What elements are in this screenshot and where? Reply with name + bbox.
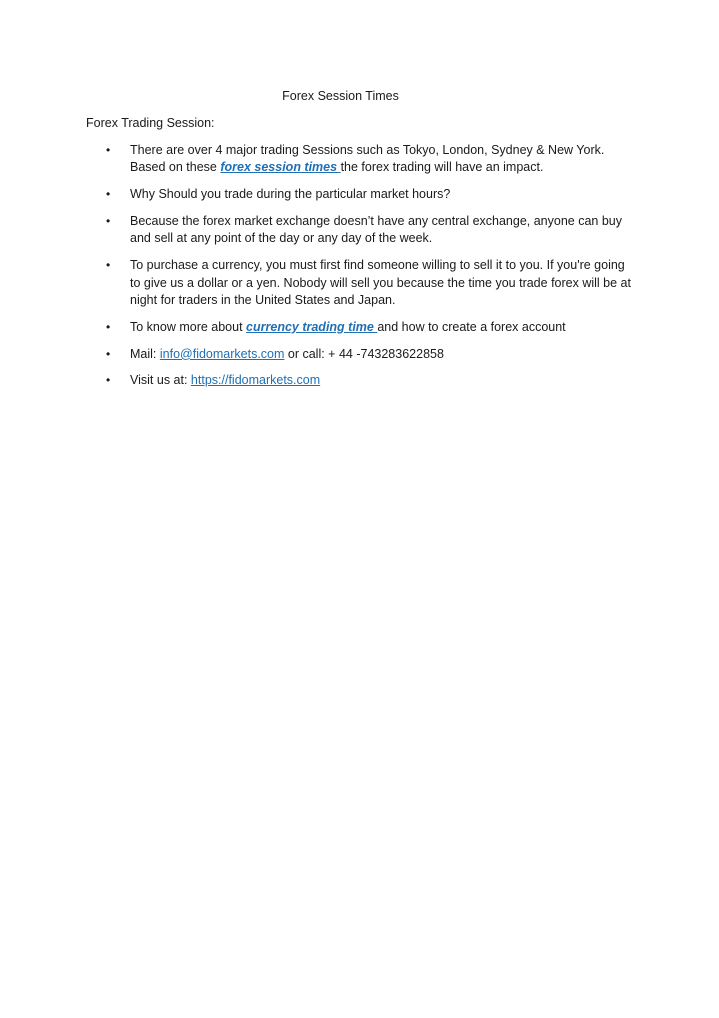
bullet-list <box>0 142 719 399</box>
bullet-icon: • <box>106 258 111 273</box>
list-item-text: Because the forex market exchange doesn’t have any central exchange, anyone can buy and sell at any point of the day or any day of the week. <box>130 214 622 246</box>
list-item-text: the forex trading will have an impact. <box>340 160 544 175</box>
list-item <box>0 346 719 363</box>
list-item <box>0 319 719 336</box>
bullet-icon: • <box>106 214 111 228</box>
document-title: Forex Session Times <box>282 89 399 103</box>
list-item-text: and how to create a forex account <box>377 319 566 334</box>
bullet-icon: • <box>106 373 111 388</box>
list-item-text: Why Should you trade during the particular market hours? <box>130 187 451 202</box>
website-link[interactable]: https://fidomarkets.com <box>190 373 321 388</box>
list-item <box>0 372 719 389</box>
currency-trading-time-link[interactable]: currency trading time <box>246 319 378 334</box>
email-link[interactable]: info@fidomarkets.com <box>159 346 285 361</box>
forex-session-times-link[interactable]: forex session times <box>220 160 341 175</box>
list-item-text: To know more about <box>130 319 247 334</box>
bullet-icon: • <box>106 319 111 334</box>
list-item <box>0 142 719 177</box>
list-item-text: There are over 4 major trading Sessions such as Tokyo, London, Sydney & New York. Based on these <box>130 143 605 175</box>
list-item-text: To purchase a currency, you must first find someone willing to sell it to you. If you're going to give us a dollar or a yen. Nobody will sell you because the time you trade forex will be at night for traders in the United States and Japan. <box>130 258 631 308</box>
bullet-icon: • <box>106 187 111 202</box>
list-item <box>0 257 719 309</box>
bullet-icon: • <box>106 346 111 361</box>
list-item-text: Visit us at: <box>130 373 191 388</box>
list-item-text: Mail: <box>130 346 160 361</box>
list-item-text: or call: + 44 -743283622858 <box>284 346 444 361</box>
bullet-icon: • <box>106 143 111 157</box>
list-item <box>0 213 719 248</box>
list-item <box>0 186 719 203</box>
section-heading: Forex Trading Session: <box>86 116 215 130</box>
